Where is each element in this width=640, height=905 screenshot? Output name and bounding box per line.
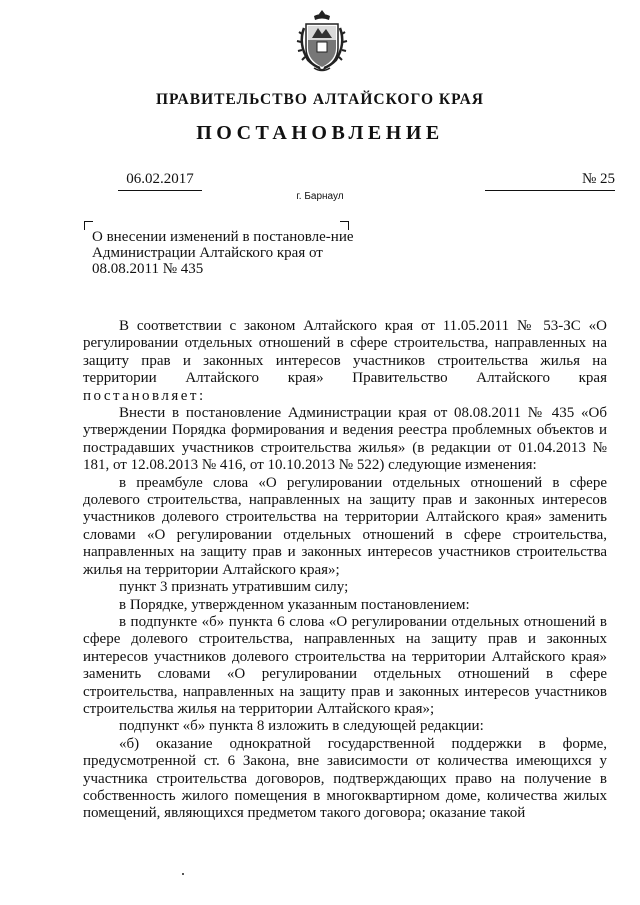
scan-speck xyxy=(182,873,184,875)
paragraph: в Порядке, утвержденном указанным постановлением: xyxy=(119,596,470,613)
decree-word: постановляет: xyxy=(83,387,206,404)
paragraph: в подпункте «б» пункта 6 слова «О регулировании отдельных отношений в сфере долевого строительства, направленных на защиту прав и законных интересов участников долевого строительства на территории Алтайского края» заменить словами «О регулировании отдельных отношений в сфере строительства, направленных на защиту прав и законных интересов участников строительства жилья на территории Алтайского края»; xyxy=(83,613,607,717)
document-date: 06.02.2017 xyxy=(118,171,202,191)
document-type: ПОСТАНОВЛЕНИЕ xyxy=(196,122,444,144)
paragraph: подпункт «б» пункта 8 изложить в следующей редакции: xyxy=(119,718,484,735)
document-body xyxy=(83,318,607,823)
paragraph: «б) оказание однократной государственной поддержки в форме, предусмотренной ст. 6 Закона, вне зависимости от количества имеющихся у участника строительства договоров, подтверждающих право на получение в собственность жилого помещения в многоквартирном доме, количества жилых помещений, являющихся предметом такого договора; оказание такой xyxy=(83,735,607,822)
city-name: г. Барнаул xyxy=(296,191,344,202)
paragraph: в преамбуле слова «О регулировании отдельных отношений в сфере долевого строительства, направленных на защиту прав и законных интересов участников долевого строительства на территории Алтайского края» заменить словами «О регулировании отдельных отношений в сфере строительства, направленных на защиту прав и законных интересов участников строительства жилья на территории Алтайского края»; xyxy=(83,474,607,578)
altai-krai-coat-of-arms xyxy=(294,8,350,74)
document-number: № 25 xyxy=(485,171,615,191)
government-name: ПРАВИТЕЛЬСТВО АЛТАЙСКОГО КРАЯ xyxy=(156,91,484,108)
paragraph: пункт 3 признать утратившим силу; xyxy=(119,579,349,596)
paragraph: Внести в постановление Администрации края от 08.08.2011 № 435 «Об утверждении Порядка формирования и ведения реестра проблемных объектов и пострадавших участников строительства жилья» (в редакции от 01.04.2013 № 181, от 12.08.2013 № 416, от 10.10.2013 № 522) следующие изменения: xyxy=(83,405,607,474)
paragraph-text: В соответствии с законом Алтайского края от 11.05.2011 № 53-ЗС «О регулировании отдельных отношений в сфере строительства, направленных на защиту прав и законных интересов участников строительства жилья на территории Алтайского края» Правительство Алтайского края xyxy=(83,318,607,387)
paragraph xyxy=(83,318,607,405)
document-subject: О внесении изменений в постановле-ние Администрации Алтайского края от 08.08.2011 № 435 xyxy=(92,229,354,277)
